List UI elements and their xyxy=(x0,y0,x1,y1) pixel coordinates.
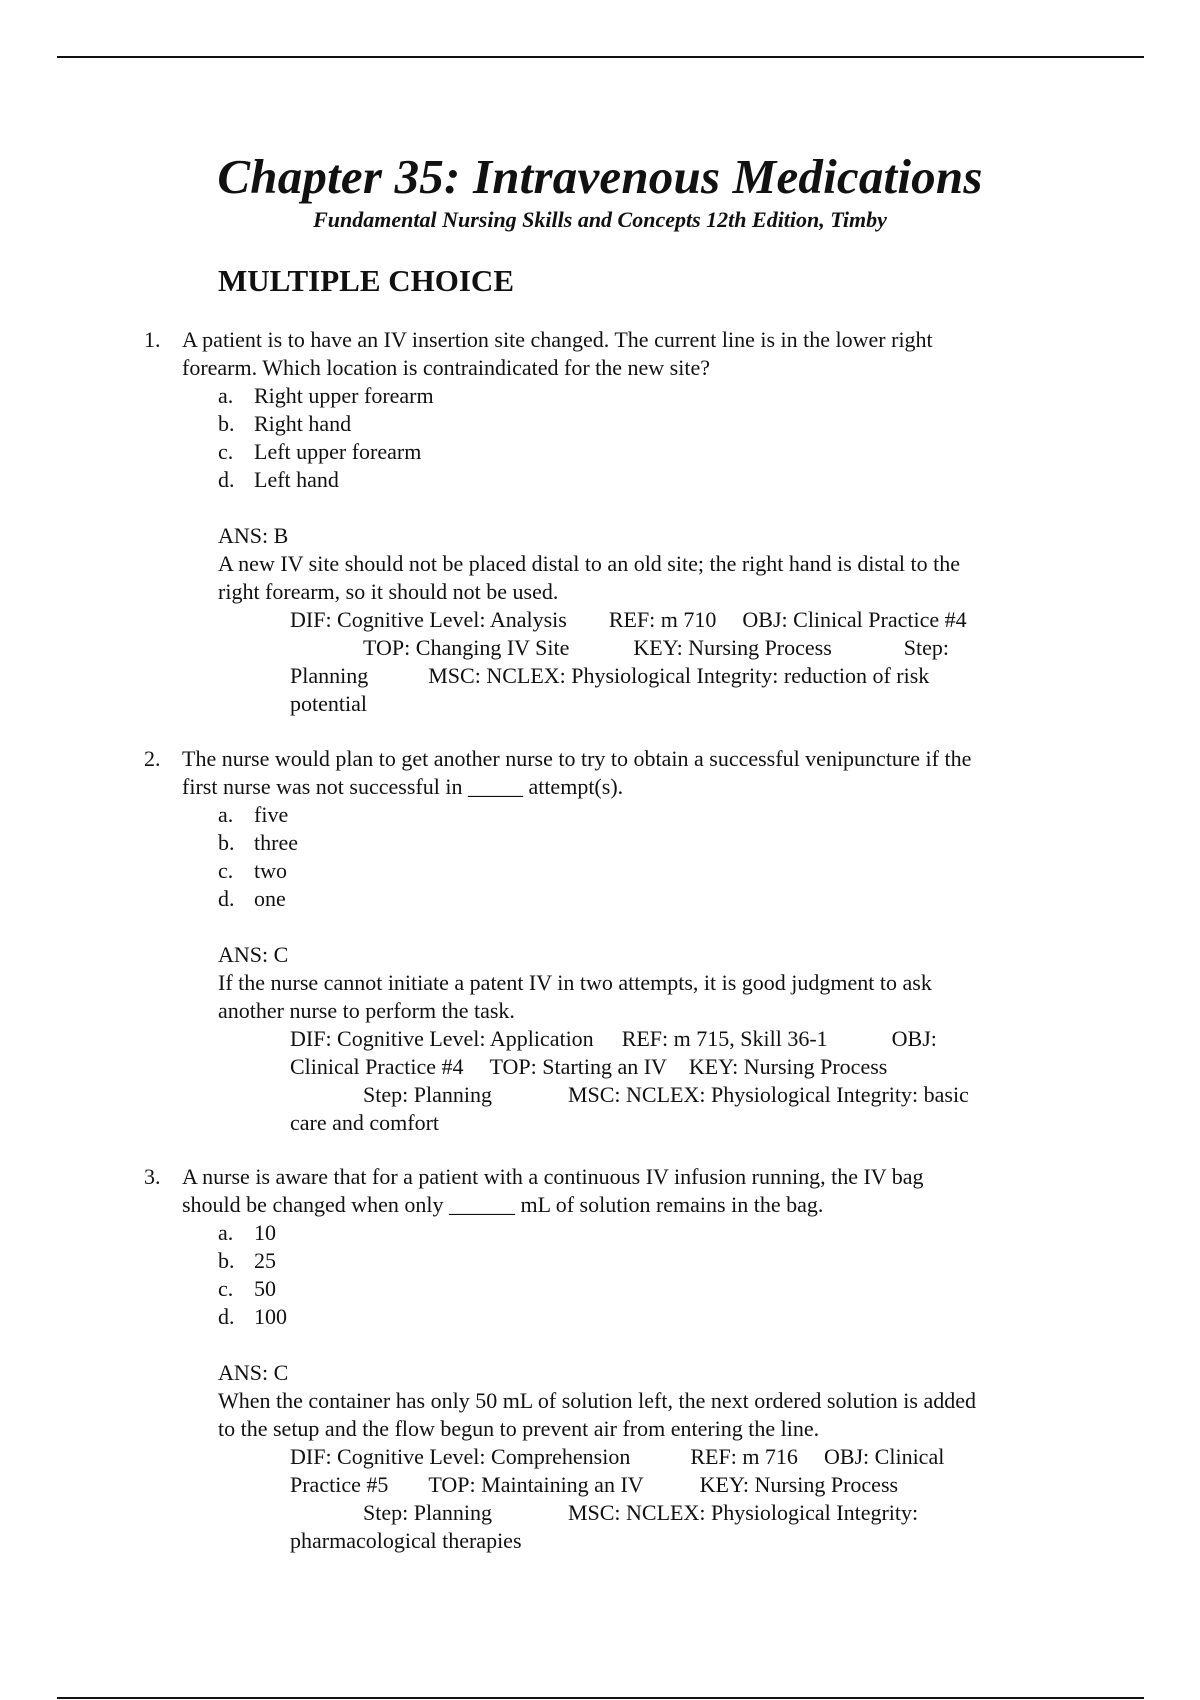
stem-line: first nurse was not successful in _____ attempt(s). xyxy=(182,774,624,799)
choice-text: five xyxy=(254,802,289,827)
rationale-line: If the nurse cannot initiate a patent IV in two attempts, it is good judgment to ask xyxy=(218,970,932,995)
rationale-line: A new IV site should not be placed distal to an old site; the right hand is distal to the xyxy=(218,551,960,576)
choice-item xyxy=(0,885,1200,913)
stem-line: forearm. Which location is contraindicated for the new site? xyxy=(182,355,710,380)
answer-key: ANS: B xyxy=(218,523,289,548)
stem-line: A nurse is aware that for a patient with a continuous IV infusion running, the IV bag xyxy=(182,1164,924,1189)
meta-step-value: Planning xyxy=(290,663,369,688)
meta-dif: DIF: Cognitive Level: Analysis xyxy=(290,607,567,632)
meta-ref: REF: m 710 xyxy=(608,607,717,632)
choice-text: one xyxy=(254,886,286,911)
choice-letter: a. xyxy=(218,383,234,408)
choice-item xyxy=(0,466,1200,494)
choice-text: Right hand xyxy=(254,411,352,436)
meta-obj: OBJ: xyxy=(891,1026,937,1051)
bottom-rule xyxy=(57,1697,1144,1699)
choice-text: 10 xyxy=(254,1220,276,1245)
meta-key: KEY: Nursing Process xyxy=(633,635,832,660)
rationale xyxy=(0,969,1058,1025)
meta-obj: OBJ: Clinical Practice #4 xyxy=(742,607,967,632)
choice-letter: b. xyxy=(218,411,235,436)
question-stem xyxy=(0,1163,1062,1219)
question-number: 3. xyxy=(144,1164,161,1189)
choice-text: 25 xyxy=(254,1248,276,1273)
question-metadata xyxy=(0,606,1050,718)
meta-msc-cont: potential xyxy=(290,691,367,716)
question-3 xyxy=(0,1163,1200,1555)
choice-list xyxy=(0,801,1200,913)
meta-msc: MSC: NCLEX: Physiological Integrity: reduction of risk xyxy=(428,663,930,688)
choice-item xyxy=(0,857,1200,885)
question-metadata xyxy=(0,1025,1050,1137)
meta-msc-cont: pharmacological therapies xyxy=(290,1528,522,1553)
meta-top: TOP: Changing IV Site xyxy=(363,635,570,660)
meta-top: TOP: Maintaining an IV xyxy=(428,1472,644,1497)
stem-line: A patient is to have an IV insertion site changed. The current line is in the lower right xyxy=(182,327,933,352)
rationale-line: When the container has only 50 mL of solution left, the next ordered solution is added xyxy=(218,1388,977,1413)
meta-key: KEY: Nursing Process xyxy=(699,1472,899,1497)
choice-item xyxy=(0,1247,1200,1275)
choice-list xyxy=(0,382,1200,494)
meta-ref: REF: m 715, Skill 36-1 xyxy=(621,1026,828,1051)
choice-letter: c. xyxy=(218,439,234,464)
meta-obj-value: Clinical Practice #4 xyxy=(290,1054,464,1079)
choice-item xyxy=(0,438,1200,466)
rationale-line: another nurse to perform the task. xyxy=(218,998,515,1023)
question-stem xyxy=(0,326,1062,382)
meta-step: Step: xyxy=(903,635,950,660)
rationale-line: to the setup and the flow begun to prevent air from entering the line. xyxy=(218,1416,820,1441)
choice-letter: b. xyxy=(218,1248,235,1273)
choice-item xyxy=(0,1219,1200,1247)
choice-item xyxy=(0,801,1200,829)
choice-text: Left upper forearm xyxy=(254,439,422,464)
question-number: 2. xyxy=(144,746,161,771)
meta-ref: REF: m 716 xyxy=(690,1444,798,1469)
top-rule xyxy=(57,56,1144,58)
choice-letter: a. xyxy=(218,1220,234,1245)
choice-item xyxy=(0,1275,1200,1303)
choice-text: two xyxy=(254,858,287,883)
meta-msc: MSC: NCLEX: Physiological Integrity: basic xyxy=(567,1082,969,1107)
choice-letter: a. xyxy=(218,802,234,827)
choice-item xyxy=(0,410,1200,438)
meta-dif: DIF: Cognitive Level: Application xyxy=(290,1026,594,1051)
choice-letter: b. xyxy=(218,830,235,855)
meta-top: TOP: Starting an IV xyxy=(489,1054,667,1079)
choice-letter: c. xyxy=(218,1276,234,1301)
choice-text: three xyxy=(254,830,298,855)
meta-obj: OBJ: Clinical xyxy=(823,1444,945,1469)
choice-text: Left hand xyxy=(254,467,339,492)
meta-obj-value: Practice #5 xyxy=(290,1472,389,1497)
choice-letter: c. xyxy=(218,858,234,883)
meta-dif: DIF: Cognitive Level: Comprehension xyxy=(290,1444,631,1469)
choice-text: Right upper forearm xyxy=(254,383,434,408)
choice-item xyxy=(0,1303,1200,1331)
rationale-line: right forearm, so it should not be used. xyxy=(218,579,559,604)
section-heading: MULTIPLE CHOICE xyxy=(218,263,514,298)
meta-step: Step: Planning xyxy=(363,1500,492,1525)
choice-letter: d. xyxy=(218,467,235,492)
choice-item xyxy=(0,382,1200,410)
meta-step: Step: Planning xyxy=(363,1082,492,1107)
meta-msc: MSC: NCLEX: Physiological Integrity: xyxy=(567,1500,919,1525)
rationale xyxy=(0,1387,1058,1443)
meta-key: KEY: Nursing Process xyxy=(688,1054,888,1079)
page-title: Chapter 35: Intravenous Medications xyxy=(217,149,983,204)
choice-text: 50 xyxy=(254,1276,276,1301)
answer-key: ANS: C xyxy=(218,1360,289,1385)
choice-list xyxy=(0,1219,1200,1331)
stem-line: The nurse would plan to get another nurse to try to obtain a successful venipuncture if the xyxy=(182,746,972,771)
choice-letter: d. xyxy=(218,886,235,911)
question-1 xyxy=(0,326,1200,718)
choice-letter: d. xyxy=(218,1304,235,1329)
rationale xyxy=(0,550,1058,606)
question-stem xyxy=(0,745,1062,801)
choice-text: 100 xyxy=(254,1304,287,1329)
page-subtitle: Fundamental Nursing Skills and Concepts 12th Edition, Timby xyxy=(313,207,887,232)
question-number: 1. xyxy=(144,327,161,352)
stem-line: should be changed when only ______ mL of solution remains in the bag. xyxy=(182,1192,824,1217)
question-2 xyxy=(0,745,1200,1137)
answer-key: ANS: C xyxy=(218,942,289,967)
meta-msc-cont: care and comfort xyxy=(290,1110,440,1135)
question-metadata xyxy=(0,1443,1050,1555)
choice-item xyxy=(0,829,1200,857)
